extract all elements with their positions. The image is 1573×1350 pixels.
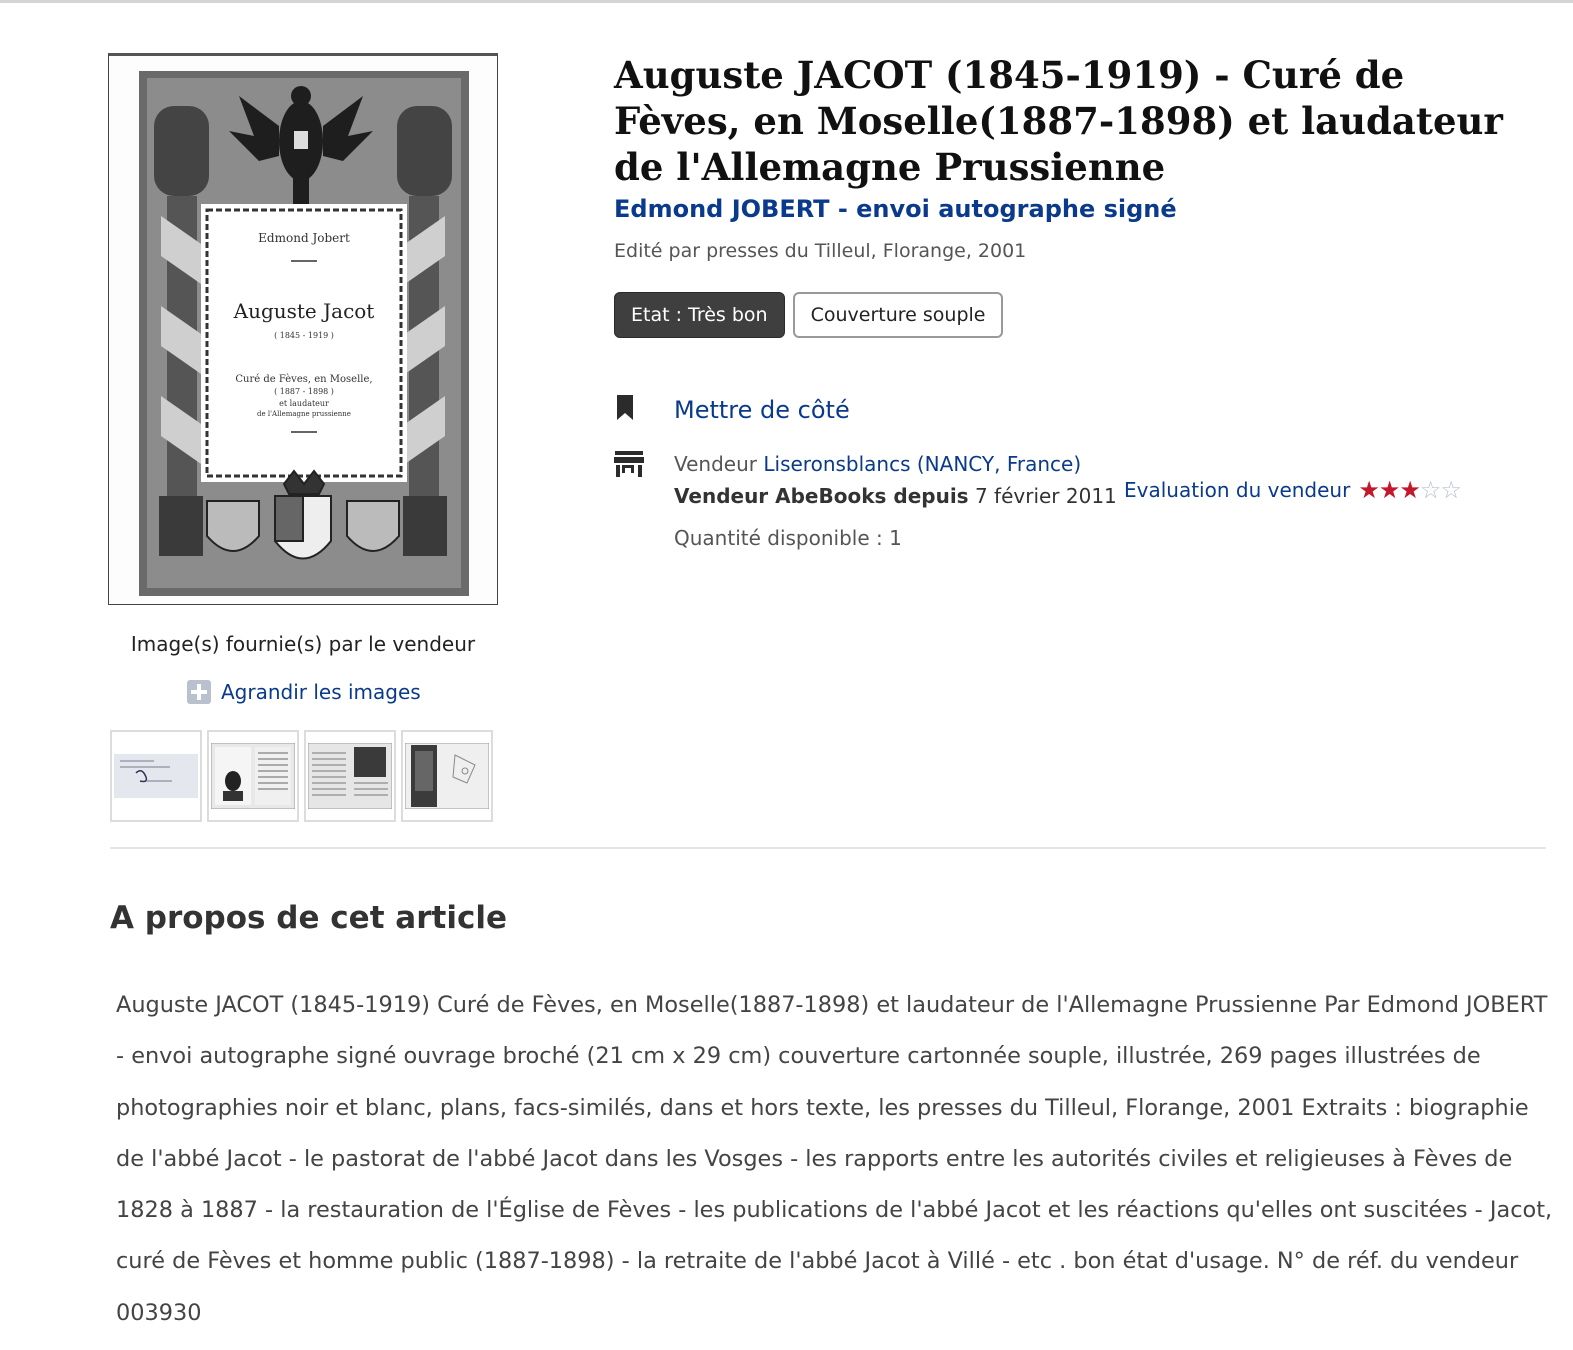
bookmark-icon bbox=[614, 394, 674, 426]
thumbnail-3-image bbox=[308, 743, 392, 809]
enlarge-images-link[interactable] bbox=[187, 680, 421, 704]
thumbnail-2-image bbox=[211, 743, 295, 809]
author-link[interactable]: Edmond JOBERT - envoi autographe signé bbox=[614, 195, 1177, 223]
cover-author: Edmond Jobert bbox=[258, 231, 350, 245]
cover-dates: ( 1845 - 1919 ) bbox=[274, 331, 334, 340]
save-for-later-link[interactable]: Mettre de côté bbox=[674, 396, 850, 424]
thumbnail-4[interactable] bbox=[401, 730, 493, 822]
star-filled-icon: ★ bbox=[1399, 476, 1420, 504]
rating-stars bbox=[1358, 476, 1461, 504]
cover-line3: et laudateur bbox=[279, 399, 329, 408]
thumbnail-1-image bbox=[114, 751, 198, 801]
top-border bbox=[0, 0, 1573, 3]
seller-section bbox=[614, 448, 1117, 554]
seller-since-date: 7 février 2011 bbox=[974, 484, 1117, 508]
star-empty-icon: ☆ bbox=[1440, 476, 1461, 504]
thumbnail-4-image bbox=[405, 743, 489, 809]
image-caption: Image(s) fournie(s) par le vendeur bbox=[130, 632, 476, 656]
seller-prefix: Vendeur bbox=[674, 452, 758, 476]
publisher-line: Edité par presses du Tilleul, Florange, 2001 bbox=[614, 240, 1027, 262]
product-badges bbox=[614, 292, 1003, 338]
seller-line bbox=[674, 448, 1117, 480]
quantity-available: Quantité disponible : 1 bbox=[674, 526, 902, 550]
cover-line4: de l'Allemagne prussienne bbox=[257, 410, 351, 418]
thumbnail-1[interactable] bbox=[110, 730, 202, 822]
cover-line1: Curé de Fèves, en Moselle, bbox=[235, 374, 373, 385]
enlarge-images-label: Agrandir les images bbox=[221, 680, 421, 704]
seller-rating[interactable] bbox=[1124, 476, 1461, 504]
about-description: Auguste JACOT (1845-1919) Curé de Fèves, en Moselle(1887-1898) et laudateur de l'Allemagne Prussienne Par Edmond JOBERT - envoi autographe signé ouvrage broché (21 cm x 29 cm) couverture cartonnée souple, illustrée, 269 pages illustrées de photographies noir et blanc, plans, facs-similés, dans et hors texte, les presses du Tilleul, Florange, 2001 Extraits : biographie de l'abbé Jacot - le pastorat de l'abbé Jacot dans les Vosges - les rapports entre les autorités civiles et religieuses à Fèves de 1828 à 1887 - la restauration de l'Église de Fèves - les publications de l'abbé Jacot et les réactions qu'elles ont suscitées - Jacot, curé de Fèves et homme public (1887-1898) - la retraite de l'abbé Jacot à Villé - etc . bon état d'usage. N° de réf. du vendeur 003930 bbox=[116, 992, 1553, 1326]
seller-info bbox=[674, 448, 1117, 554]
thumbnail-strip bbox=[110, 730, 493, 822]
binding-badge: Couverture souple bbox=[793, 292, 1004, 338]
star-empty-icon: ☆ bbox=[1419, 476, 1441, 504]
store-icon bbox=[614, 448, 674, 554]
thumbnail-3[interactable] bbox=[304, 730, 396, 822]
cover-line2: ( 1887 - 1898 ) bbox=[274, 387, 334, 396]
seller-rating-label[interactable]: Evaluation du vendeur bbox=[1124, 478, 1351, 502]
star-filled-icon: ★ bbox=[1378, 476, 1400, 504]
cover-name: Auguste Jacot bbox=[233, 299, 375, 323]
seller-since-line bbox=[674, 480, 1117, 512]
star-filled-icon: ★ bbox=[1358, 476, 1379, 504]
plus-icon bbox=[187, 680, 211, 704]
book-cover-illustration bbox=[109, 56, 497, 604]
thumbnail-2[interactable] bbox=[207, 730, 299, 822]
section-divider bbox=[110, 847, 1546, 849]
seller-name-link[interactable]: Liseronsblancs (NANCY, France) bbox=[763, 452, 1082, 476]
product-title: Auguste JACOT (1845-1919) - Curé de Fèves, en Moselle(1887-1898) et laudateur de l'Allemagne Prussienne bbox=[614, 53, 1503, 189]
save-for-later-row[interactable] bbox=[614, 394, 850, 426]
about-heading: A propos de cet article bbox=[110, 900, 507, 936]
product-main-image[interactable] bbox=[108, 53, 498, 605]
condition-badge: Etat : Très bon bbox=[614, 292, 785, 338]
seller-since-label: Vendeur AbeBooks depuis bbox=[674, 484, 969, 508]
